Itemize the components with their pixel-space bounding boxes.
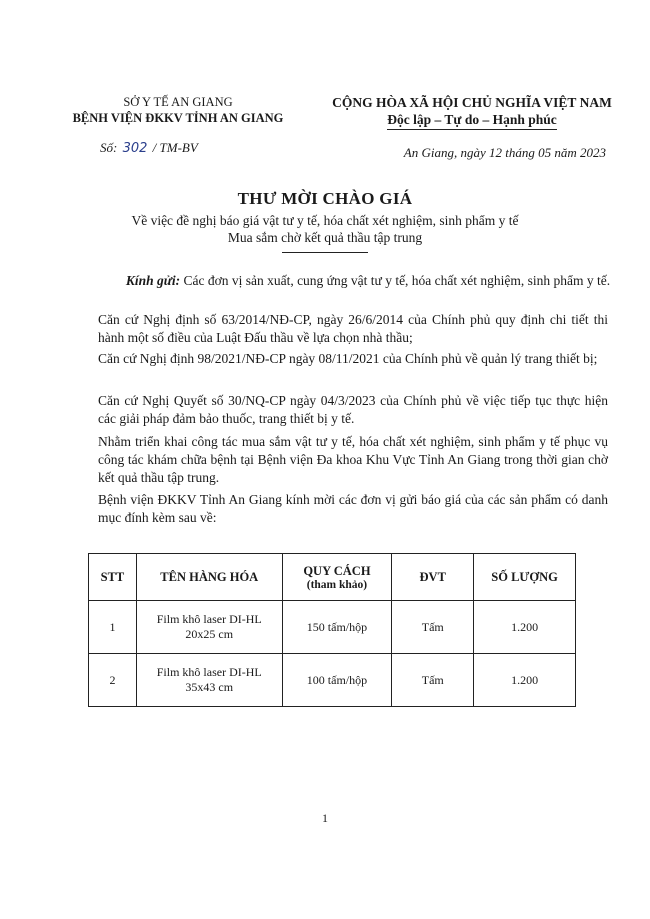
motto-line: Độc lập – Tự do – Hạnh phúc	[387, 111, 557, 130]
cell-quantity: 1.200	[474, 601, 576, 654]
national-motto	[322, 94, 622, 130]
item-name-line: Film khô laser DI-HL	[156, 612, 262, 626]
header-stt: STT	[89, 554, 137, 601]
header-spec-label: QUY CÁCH	[303, 563, 371, 578]
cell-specification: 150 tấm/hộp	[282, 601, 392, 654]
document-number-suffix: / TM-BV	[152, 140, 198, 155]
document-number-label: Số:	[100, 140, 118, 155]
cell-item-name	[136, 654, 282, 707]
subtitle-line-1: Về việc đề nghị báo giá vật tư y tế, hóa chất xét nghiệm, sinh phẩm y tế	[131, 213, 519, 228]
header-quantity: SỐ LƯỢNG	[474, 554, 576, 601]
cell-unit: Tấm	[392, 601, 474, 654]
header-spec-note: (tham khảo)	[306, 578, 368, 591]
paragraph-invitation: Bệnh viện ĐKKV Tỉnh An Giang kính mời các đơn vị gửi báo giá của các sản phẩm có danh mục đính kèm sau về:	[98, 492, 608, 525]
item-size-line: 35x43 cm	[185, 680, 234, 694]
country-name: CỘNG HÒA XÃ HỘI CHỦ NGHĨA VIỆT NAM	[332, 95, 612, 110]
page-number: 1	[322, 811, 328, 825]
table-row	[89, 654, 576, 707]
header-unit: ĐVT	[392, 554, 474, 601]
handwritten-number: 302	[122, 141, 148, 156]
recipient-text: Các đơn vị sản xuất, cung ứng vật tư y tế, hóa chất xét nghiệm, sinh phẩm y tế.	[180, 273, 611, 288]
recipient-block	[118, 272, 618, 290]
item-size-line: 20x25 cm	[185, 627, 234, 641]
item-name-line: Film khô laser DI-HL	[156, 665, 262, 679]
items-table	[88, 553, 576, 707]
paragraph-legal-basis-1: Căn cứ Nghị định số 63/2014/NĐ-CP, ngày 26/6/2014 của Chính phủ quy định chi tiết thi hành một số điều của Luật Đấu thầu về lựa chọn nhà thầu;	[98, 312, 608, 345]
cell-stt: 1	[89, 601, 137, 654]
title-divider	[282, 252, 368, 253]
table-row	[89, 601, 576, 654]
table-header-row	[89, 554, 576, 601]
paragraph-legal-basis-3: Căn cứ Nghị Quyết số 30/NQ-CP ngày 04/3/2023 của Chính phủ về việc tiếp tục thực hiện các giải pháp đảm bảo thuốc, trang thiết bị y tế.	[98, 393, 608, 426]
paragraph-purpose: Nhằm triển khai công tác mua sắm vật tư y tế, hóa chất xét nghiệm, sinh phẩm y tế phục vụ công tác khám chữa bệnh tại Bệnh viện Đa khoa Khu Vực Tỉnh An Giang trong thời gian chờ kết quả thầu tập trung.	[98, 434, 608, 485]
document-number	[100, 140, 198, 156]
header-item-name: TÊN HÀNG HÓA	[136, 554, 282, 601]
cell-item-name	[136, 601, 282, 654]
document-title: THƯ MỜI CHÀO GIÁ	[237, 189, 413, 208]
paragraph-legal-basis-2: Căn cứ Nghị định 98/2021/NĐ-CP ngày 08/11/2021 của Chính phủ về quản lý trang thiết bị;	[98, 351, 598, 366]
issuing-organization	[68, 94, 288, 126]
cell-specification: 100 tấm/hộp	[282, 654, 392, 707]
cell-unit: Tấm	[392, 654, 474, 707]
recipient-label: Kính gửi:	[125, 273, 181, 288]
subtitle-line-2: Mua sắm chờ kết quả thầu tập trung	[227, 230, 423, 245]
department-name: SỞ Y TẾ AN GIANG	[123, 95, 233, 109]
hospital-name: BỆNH VIỆN ĐKKV TỈNH AN GIANG	[72, 111, 284, 125]
header-specification	[282, 554, 392, 601]
document-date: An Giang, ngày 12 tháng 05 năm 2023	[403, 145, 606, 160]
cell-stt: 2	[89, 654, 137, 707]
document-subtitle	[40, 212, 610, 246]
cell-quantity: 1.200	[474, 654, 576, 707]
